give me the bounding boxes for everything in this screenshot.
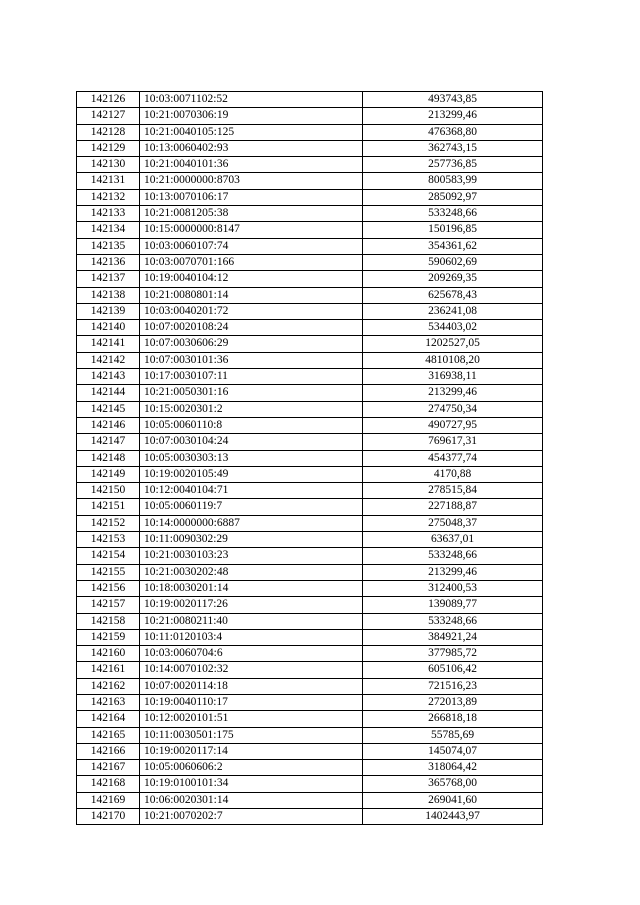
table-row bbox=[77, 760, 543, 776]
cadastral-number-cell: 10:21:0070202:7 bbox=[140, 809, 363, 825]
row-number-cell: 142144 bbox=[77, 385, 140, 401]
value-cell: 150196,85 bbox=[363, 222, 543, 238]
value-cell: 274750,34 bbox=[363, 401, 543, 417]
row-number-cell: 142154 bbox=[77, 548, 140, 564]
row-number-cell: 142143 bbox=[77, 369, 140, 385]
value-cell: 534403,02 bbox=[363, 320, 543, 336]
cadastral-number-cell: 10:07:0020108:24 bbox=[140, 320, 363, 336]
cadastral-value-table bbox=[76, 91, 543, 825]
row-number-cell: 142137 bbox=[77, 271, 140, 287]
table-row bbox=[77, 499, 543, 515]
table-row bbox=[77, 336, 543, 352]
cadastral-number-cell: 10:19:0020117:14 bbox=[140, 743, 363, 759]
table-row bbox=[77, 597, 543, 613]
row-number-cell: 142147 bbox=[77, 434, 140, 450]
value-cell: 4810108,20 bbox=[363, 352, 543, 368]
table-row bbox=[77, 140, 543, 156]
cadastral-number-cell: 10:07:0030104:24 bbox=[140, 434, 363, 450]
row-number-cell: 142168 bbox=[77, 776, 140, 792]
row-number-cell: 142163 bbox=[77, 694, 140, 710]
cadastral-number-cell: 10:21:0000000:8703 bbox=[140, 173, 363, 189]
row-number-cell: 142165 bbox=[77, 727, 140, 743]
cadastral-number-cell: 10:07:0030606:29 bbox=[140, 336, 363, 352]
row-number-cell: 142155 bbox=[77, 564, 140, 580]
table-row bbox=[77, 287, 543, 303]
cadastral-number-cell: 10:03:0040201:72 bbox=[140, 303, 363, 319]
row-number-cell: 142152 bbox=[77, 515, 140, 531]
cadastral-number-cell: 10:21:0030103:23 bbox=[140, 548, 363, 564]
cadastral-number-cell: 10:05:0060606:2 bbox=[140, 760, 363, 776]
table-row bbox=[77, 369, 543, 385]
value-cell: 590602,69 bbox=[363, 254, 543, 270]
row-number-cell: 142166 bbox=[77, 743, 140, 759]
row-number-cell: 142145 bbox=[77, 401, 140, 417]
row-number-cell: 142134 bbox=[77, 222, 140, 238]
cadastral-number-cell: 10:12:0040104:71 bbox=[140, 483, 363, 499]
table-row bbox=[77, 385, 543, 401]
table-row bbox=[77, 352, 543, 368]
value-cell: 316938,11 bbox=[363, 369, 543, 385]
row-number-cell: 142157 bbox=[77, 597, 140, 613]
value-cell: 278515,84 bbox=[363, 483, 543, 499]
table-row bbox=[77, 629, 543, 645]
row-number-cell: 142136 bbox=[77, 254, 140, 270]
table-row bbox=[77, 646, 543, 662]
table-row bbox=[77, 662, 543, 678]
row-number-cell: 142151 bbox=[77, 499, 140, 515]
table-row bbox=[77, 564, 543, 580]
cadastral-number-cell: 10:03:0060704:6 bbox=[140, 646, 363, 662]
row-number-cell: 142158 bbox=[77, 613, 140, 629]
value-cell: 209269,35 bbox=[363, 271, 543, 287]
table-row bbox=[77, 776, 543, 792]
table-row bbox=[77, 108, 543, 124]
value-cell: 257736,85 bbox=[363, 157, 543, 173]
value-cell: 625678,43 bbox=[363, 287, 543, 303]
table-body bbox=[77, 92, 543, 825]
cadastral-number-cell: 10:11:0090302:29 bbox=[140, 532, 363, 548]
value-cell: 533248,66 bbox=[363, 548, 543, 564]
cadastral-number-cell: 10:03:0060107:74 bbox=[140, 238, 363, 254]
table-row bbox=[77, 792, 543, 808]
cadastral-number-cell: 10:21:0030202:48 bbox=[140, 564, 363, 580]
row-number-cell: 142131 bbox=[77, 173, 140, 189]
table-row bbox=[77, 92, 543, 108]
cadastral-number-cell: 10:15:0020301:2 bbox=[140, 401, 363, 417]
table-row bbox=[77, 157, 543, 173]
cadastral-number-cell: 10:13:0070106:17 bbox=[140, 189, 363, 205]
row-number-cell: 142150 bbox=[77, 483, 140, 499]
row-number-cell: 142135 bbox=[77, 238, 140, 254]
cadastral-number-cell: 10:17:0030107:11 bbox=[140, 369, 363, 385]
table-row bbox=[77, 320, 543, 336]
table-row bbox=[77, 483, 543, 499]
value-cell: 139089,77 bbox=[363, 597, 543, 613]
value-cell: 275048,37 bbox=[363, 515, 543, 531]
value-cell: 145074,07 bbox=[363, 743, 543, 759]
cadastral-number-cell: 10:19:0040104:12 bbox=[140, 271, 363, 287]
cadastral-number-cell: 10:07:0030101:36 bbox=[140, 352, 363, 368]
row-number-cell: 142160 bbox=[77, 646, 140, 662]
value-cell: 490727,95 bbox=[363, 417, 543, 433]
row-number-cell: 142161 bbox=[77, 662, 140, 678]
row-number-cell: 142146 bbox=[77, 417, 140, 433]
value-cell: 272013,89 bbox=[363, 694, 543, 710]
value-cell: 318064,42 bbox=[363, 760, 543, 776]
value-cell: 285092,97 bbox=[363, 189, 543, 205]
cadastral-number-cell: 10:19:0020105:49 bbox=[140, 466, 363, 482]
row-number-cell: 142133 bbox=[77, 206, 140, 222]
table-row bbox=[77, 694, 543, 710]
table-row bbox=[77, 678, 543, 694]
value-cell: 213299,46 bbox=[363, 564, 543, 580]
row-number-cell: 142132 bbox=[77, 189, 140, 205]
value-cell: 605106,42 bbox=[363, 662, 543, 678]
row-number-cell: 142139 bbox=[77, 303, 140, 319]
row-number-cell: 142167 bbox=[77, 760, 140, 776]
table-row bbox=[77, 189, 543, 205]
cadastral-number-cell: 10:18:0030201:14 bbox=[140, 580, 363, 596]
cadastral-number-cell: 10:21:0070306:19 bbox=[140, 108, 363, 124]
value-cell: 533248,66 bbox=[363, 206, 543, 222]
row-number-cell: 142127 bbox=[77, 108, 140, 124]
value-cell: 4170,88 bbox=[363, 466, 543, 482]
row-number-cell: 142153 bbox=[77, 532, 140, 548]
value-cell: 362743,15 bbox=[363, 140, 543, 156]
row-number-cell: 142138 bbox=[77, 287, 140, 303]
value-cell: 1202527,05 bbox=[363, 336, 543, 352]
value-cell: 266818,18 bbox=[363, 711, 543, 727]
cadastral-number-cell: 10:21:0081205:38 bbox=[140, 206, 363, 222]
value-cell: 354361,62 bbox=[363, 238, 543, 254]
row-number-cell: 142126 bbox=[77, 92, 140, 108]
table-row bbox=[77, 548, 543, 564]
row-number-cell: 142141 bbox=[77, 336, 140, 352]
row-number-cell: 142156 bbox=[77, 580, 140, 596]
row-number-cell: 142140 bbox=[77, 320, 140, 336]
value-cell: 476368,80 bbox=[363, 124, 543, 140]
value-cell: 533248,66 bbox=[363, 613, 543, 629]
table-row bbox=[77, 222, 543, 238]
row-number-cell: 142142 bbox=[77, 352, 140, 368]
cadastral-number-cell: 10:21:0040105:125 bbox=[140, 124, 363, 140]
table-row bbox=[77, 727, 543, 743]
table-row bbox=[77, 580, 543, 596]
table-row bbox=[77, 809, 543, 825]
cadastral-number-cell: 10:14:0070102:32 bbox=[140, 662, 363, 678]
table-row bbox=[77, 450, 543, 466]
cadastral-number-cell: 10:05:0060119:7 bbox=[140, 499, 363, 515]
row-number-cell: 142130 bbox=[77, 157, 140, 173]
row-number-cell: 142148 bbox=[77, 450, 140, 466]
value-cell: 213299,46 bbox=[363, 108, 543, 124]
cadastral-number-cell: 10:05:0030303:13 bbox=[140, 450, 363, 466]
value-cell: 384921,24 bbox=[363, 629, 543, 645]
cadastral-number-cell: 10:21:0040101:36 bbox=[140, 157, 363, 173]
table-row bbox=[77, 303, 543, 319]
cadastral-number-cell: 10:14:0000000:6887 bbox=[140, 515, 363, 531]
table-row bbox=[77, 434, 543, 450]
cadastral-number-cell: 10:03:0070701:166 bbox=[140, 254, 363, 270]
table-row bbox=[77, 532, 543, 548]
value-cell: 1402443,97 bbox=[363, 809, 543, 825]
cadastral-number-cell: 10:12:0020101:51 bbox=[140, 711, 363, 727]
cadastral-number-cell: 10:06:0020301:14 bbox=[140, 792, 363, 808]
value-cell: 312400,53 bbox=[363, 580, 543, 596]
table-row bbox=[77, 173, 543, 189]
cadastral-number-cell: 10:03:0071102:52 bbox=[140, 92, 363, 108]
row-number-cell: 142129 bbox=[77, 140, 140, 156]
cadastral-number-cell: 10:21:0050301:16 bbox=[140, 385, 363, 401]
table-row bbox=[77, 466, 543, 482]
value-cell: 454377,74 bbox=[363, 450, 543, 466]
row-number-cell: 142162 bbox=[77, 678, 140, 694]
value-cell: 493743,85 bbox=[363, 92, 543, 108]
cadastral-number-cell: 10:11:0120103:4 bbox=[140, 629, 363, 645]
table-row bbox=[77, 613, 543, 629]
value-cell: 377985,72 bbox=[363, 646, 543, 662]
value-cell: 769617,31 bbox=[363, 434, 543, 450]
value-cell: 269041,60 bbox=[363, 792, 543, 808]
cadastral-number-cell: 10:05:0060110:8 bbox=[140, 417, 363, 433]
row-number-cell: 142128 bbox=[77, 124, 140, 140]
row-number-cell: 142159 bbox=[77, 629, 140, 645]
cadastral-number-cell: 10:11:0030501:175 bbox=[140, 727, 363, 743]
table-row bbox=[77, 417, 543, 433]
value-cell: 365768,00 bbox=[363, 776, 543, 792]
cadastral-number-cell: 10:21:0080801:14 bbox=[140, 287, 363, 303]
value-cell: 227188,87 bbox=[363, 499, 543, 515]
cadastral-number-cell: 10:13:0060402:93 bbox=[140, 140, 363, 156]
row-number-cell: 142149 bbox=[77, 466, 140, 482]
value-cell: 55785,69 bbox=[363, 727, 543, 743]
table-row bbox=[77, 743, 543, 759]
cadastral-number-cell: 10:15:0000000:8147 bbox=[140, 222, 363, 238]
value-cell: 213299,46 bbox=[363, 385, 543, 401]
table-row bbox=[77, 206, 543, 222]
row-number-cell: 142164 bbox=[77, 711, 140, 727]
value-cell: 721516,23 bbox=[363, 678, 543, 694]
cadastral-number-cell: 10:19:0100101:34 bbox=[140, 776, 363, 792]
cadastral-number-cell: 10:19:0040110:17 bbox=[140, 694, 363, 710]
row-number-cell: 142169 bbox=[77, 792, 140, 808]
table-row bbox=[77, 254, 543, 270]
cadastral-number-cell: 10:07:0020114:18 bbox=[140, 678, 363, 694]
table-row bbox=[77, 401, 543, 417]
cadastral-number-cell: 10:21:0080211:40 bbox=[140, 613, 363, 629]
table-row bbox=[77, 515, 543, 531]
table-row bbox=[77, 238, 543, 254]
table-row bbox=[77, 711, 543, 727]
row-number-cell: 142170 bbox=[77, 809, 140, 825]
table-row bbox=[77, 271, 543, 287]
value-cell: 800583,99 bbox=[363, 173, 543, 189]
value-cell: 63637,01 bbox=[363, 532, 543, 548]
table-row bbox=[77, 124, 543, 140]
value-cell: 236241,08 bbox=[363, 303, 543, 319]
cadastral-number-cell: 10:19:0020117:26 bbox=[140, 597, 363, 613]
